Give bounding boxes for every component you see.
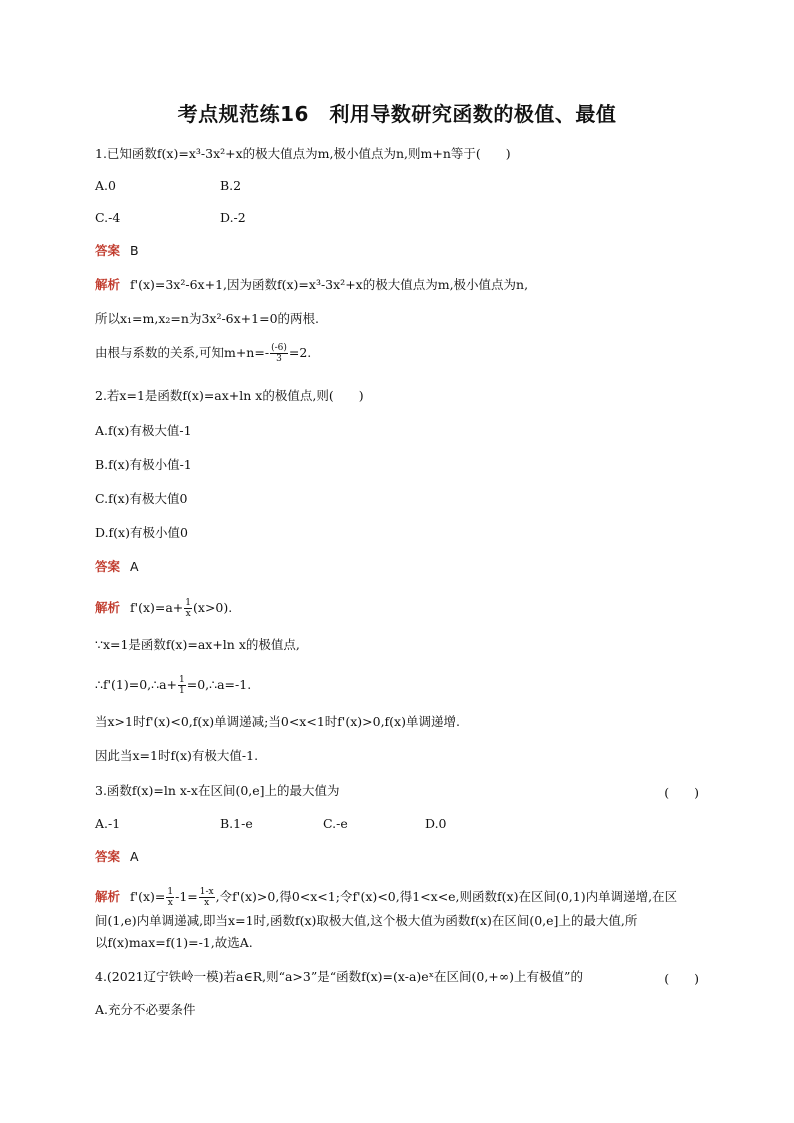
analysis-label: 解析 — [95, 889, 121, 904]
answer-label: 答案 — [95, 243, 121, 258]
answer-label: 答案 — [95, 559, 121, 574]
fraction — [166, 887, 174, 908]
analysis-text: f'(x)=3x²-6x+1,因为函数f(x)=x³-3x²+x的极大值点为m,极小值点为n, — [130, 277, 529, 292]
fraction-denominator: x — [167, 898, 173, 908]
fraction-numerator: 1 — [167, 887, 174, 897]
analysis-text: -1= — [175, 889, 198, 904]
answer-value: B — [130, 243, 139, 258]
q3-analysis-line-3: 以f(x)max=f(1)=-1,故选A. — [95, 935, 253, 950]
q1-option-c: C.-4 — [95, 210, 121, 225]
q1-analysis-line-2: 所以x₁=m,x₂=n为3x²-6x+1=0的两根. — [95, 311, 320, 326]
question-3-stem: 3.函数f(x)=ln x-x在区间(0,e]上的最大值为 — [95, 783, 340, 798]
q2-analysis-line-3 — [95, 675, 251, 696]
analysis-text: ,令f'(x)>0,得0<x<1;令f'(x)<0,得1<x<e,则函数f(x)在区间(0,1)内单调递增,在区 — [215, 889, 678, 904]
q1-analysis-line-3 — [95, 343, 311, 364]
q2-analysis-line-4: 当x>1时f'(x)<0,f(x)单调递减;当0<x<1时f'(x)>0,f(x)单调递增. — [95, 714, 460, 729]
analysis-text: =0,∴a=-1. — [186, 677, 252, 692]
analysis-text: ∴f'(1)=0,∴a+ — [95, 677, 178, 692]
fraction — [199, 887, 215, 908]
fraction-denominator: 3 — [276, 354, 282, 364]
page-title: 考点规范练16 利用导数研究函数的极值、最值 — [177, 102, 617, 126]
fraction-numerator: (-6) — [271, 343, 287, 353]
q4-option-a: A.充分不必要条件 — [95, 1002, 196, 1017]
q2-answer-line — [95, 559, 139, 575]
q1-answer-line — [95, 243, 139, 259]
q1-analysis-line-1 — [95, 277, 528, 293]
q2-option-a: A.f(x)有极大值-1 — [95, 423, 192, 438]
q2-analysis-line-1 — [95, 598, 232, 619]
question-2-stem: 2.若x=1是函数f(x)=ax+ln x的极值点,则( ) — [95, 388, 364, 403]
q2-analysis-line-5: 因此当x=1时f(x)有极大值-1. — [95, 748, 259, 763]
q3-option-d: D.0 — [425, 816, 447, 831]
fraction — [178, 675, 186, 696]
q3-option-b: B.1-e — [220, 816, 253, 831]
q3-analysis-line-2: 间(1,e)内单调递减,即当x=1时,函数f(x)取极大值,这个极大值为函数f(x)在区间(0,e]上的最大值,所 — [95, 913, 638, 928]
q2-option-c: C.f(x)有极大值0 — [95, 491, 188, 506]
q1-option-d: D.-2 — [220, 210, 246, 225]
fraction — [270, 343, 288, 364]
analysis-text: =2. — [288, 345, 312, 360]
analysis-text: f'(x)= — [130, 889, 166, 904]
fraction-numerator: 1 — [179, 675, 185, 685]
q2-option-d: D.f(x)有极小值0 — [95, 525, 188, 540]
analysis-text: 由根与系数的关系,可知m+n=- — [95, 345, 270, 360]
fraction-numerator: 1-x — [199, 887, 214, 897]
question-4-stem: 4.(2021辽宁铁岭一模)若a∈R,则“a>3”是“函数f(x)=(x-a)eˣ在区间(0,+∞)上有极值”的 — [95, 969, 583, 984]
fraction-denominator: 1 — [179, 686, 185, 696]
fraction-denominator: x — [204, 898, 210, 908]
q3-option-c: C.-e — [323, 816, 348, 831]
analysis-text: (x>0). — [193, 600, 233, 615]
q3-answer-paren: ( ) — [664, 785, 699, 800]
q4-answer-paren: ( ) — [664, 971, 699, 986]
q3-analysis-line-1 — [95, 887, 677, 908]
analysis-label: 解析 — [95, 600, 121, 615]
analysis-label: 解析 — [95, 277, 121, 292]
q1-option-b: B.2 — [220, 178, 242, 193]
q2-option-b: B.f(x)有极小值-1 — [95, 457, 192, 472]
answer-value: A — [130, 849, 139, 864]
answer-value: A — [130, 559, 139, 574]
fraction-numerator: 1 — [185, 598, 192, 608]
question-1-stem: 1.已知函数f(x)=x³-3x²+x的极大值点为m,极小值点为n,则m+n等于( ) — [95, 146, 511, 161]
analysis-text: f'(x)=a+ — [130, 600, 184, 615]
q3-option-a: A.-1 — [95, 816, 121, 831]
q1-option-a: A.0 — [95, 178, 116, 193]
q2-analysis-line-2: ∵x=1是函数f(x)=ax+ln x的极值点, — [95, 637, 300, 652]
q3-answer-line — [95, 849, 139, 865]
answer-label: 答案 — [95, 849, 121, 864]
fraction-denominator: x — [185, 609, 191, 619]
fraction — [184, 598, 192, 619]
